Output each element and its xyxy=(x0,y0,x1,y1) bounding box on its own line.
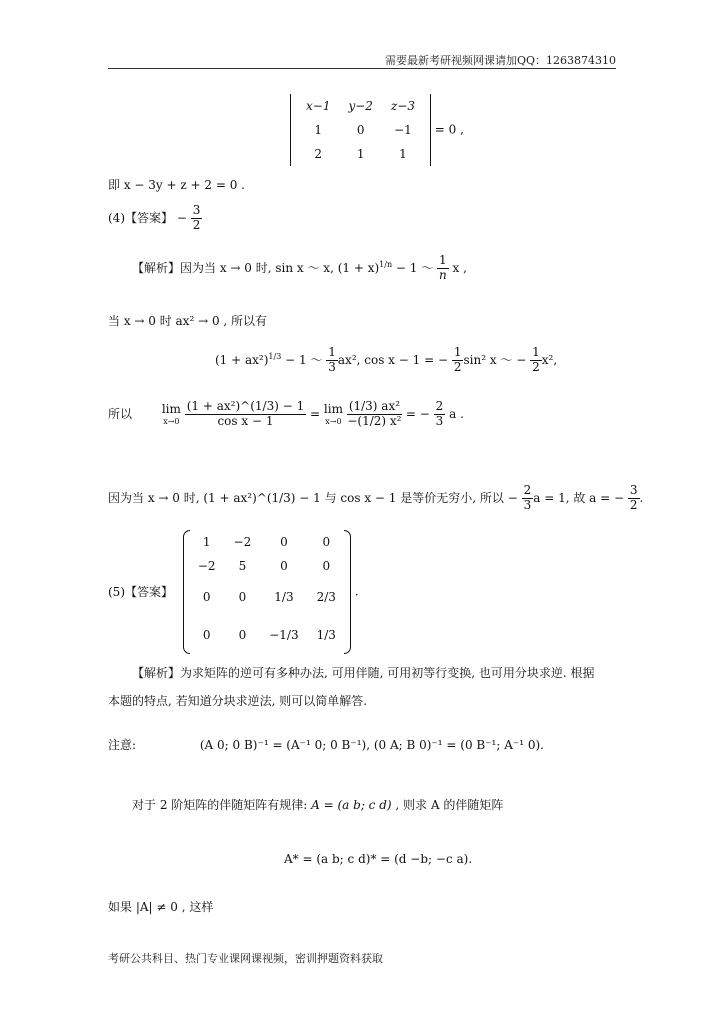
matrix-cell: 1/3 xyxy=(316,628,336,642)
frac-den: 2 xyxy=(192,217,201,232)
det-cell: 2 xyxy=(314,147,323,161)
adjoint-rule xyxy=(132,796,503,813)
fraction xyxy=(326,346,338,375)
det-cell: 1 xyxy=(314,123,323,137)
adjoint-equation: A* = (a b; c d)* = (d −b; −c a). xyxy=(284,852,473,866)
frac-den: −(1/2) x² xyxy=(347,413,402,428)
matrix-cell: 0 xyxy=(322,535,331,549)
note-label: 注意: xyxy=(108,738,137,752)
matrix-cell: 5 xyxy=(238,559,247,573)
frac-den: 3 xyxy=(435,413,444,428)
conclusion-line xyxy=(108,484,643,513)
analysis-4-tail: x , xyxy=(452,260,467,275)
analysis-4-text2: − 1 ～ xyxy=(392,260,438,275)
eq-part: − 1 ～ xyxy=(281,352,327,367)
if-determinant-line: 如果 |A| ≠ 0 , 这样 xyxy=(108,900,214,914)
matrix-cell: 0 xyxy=(238,590,247,604)
limit-label: 所以 xyxy=(108,406,133,421)
equals-sign: = xyxy=(310,406,321,421)
frac-den: 2 xyxy=(453,359,462,374)
fraction xyxy=(452,346,464,375)
matrix-cell: 0 xyxy=(280,559,288,573)
frac-num: (1 + ax²)^(1/3) − 1 xyxy=(186,399,305,413)
lim-word: lim xyxy=(161,401,181,416)
det-cell: 0 xyxy=(356,123,365,137)
matrix-cell: 0 xyxy=(238,628,247,642)
frac-num: 1 xyxy=(328,345,336,359)
answer-5-tail: . xyxy=(354,584,359,599)
fraction xyxy=(522,484,534,513)
analysis-5-label: 【解析】 xyxy=(132,666,181,680)
limit-condition: 当 x → 0 时 ax² → 0 , 所以有 xyxy=(108,314,268,328)
eq-part: sin² x ～ − xyxy=(463,352,527,367)
fraction xyxy=(185,400,306,429)
frac-den: cos x − 1 xyxy=(217,413,274,428)
plane-equation: 即 x − 3y + z + 2 = 0 . xyxy=(108,178,245,192)
frac-num: 2 xyxy=(523,483,532,497)
exponent: 1/3 xyxy=(268,351,282,361)
fraction xyxy=(347,400,402,429)
matrix-cell: 0 xyxy=(280,535,288,549)
det-cell: x−1 xyxy=(306,99,331,113)
matrix-cell: 1 xyxy=(202,535,211,549)
eq-part: a . xyxy=(449,406,464,421)
fraction xyxy=(434,400,446,429)
frac-den: 2 xyxy=(629,497,638,512)
det-cell: y−2 xyxy=(348,99,373,113)
lim-operator xyxy=(162,403,181,426)
fraction xyxy=(628,484,640,513)
det-cell: −1 xyxy=(394,123,412,137)
matrix-cell: 2/3 xyxy=(316,590,336,604)
matrix-cell: 0 xyxy=(202,590,211,604)
frac-num: 1 xyxy=(439,253,447,267)
fraction xyxy=(530,346,542,375)
matrix-cell: 0 xyxy=(322,559,331,573)
exponent: 1/n xyxy=(379,259,393,269)
limit-equation xyxy=(108,400,464,429)
note-equation: (A 0; 0 B)⁻¹ = (A⁻¹ 0; 0 B⁻¹), (0 A; B 0)⁻¹ = (0 B⁻¹; A⁻¹ 0). xyxy=(199,738,544,752)
frac-den: 2 xyxy=(532,359,540,374)
eq-part: 因为当 x → 0 时, (1 + ax²)^(1/3) − 1 与 cos x − 1 是等价无穷小, 所以 − xyxy=(108,490,518,505)
rule-tail: , 则求 A 的伴随矩阵 xyxy=(395,798,504,812)
eq-part: . xyxy=(639,490,644,505)
analysis-4-label: 【解析】 xyxy=(132,260,181,275)
det-tail: = 0 , xyxy=(434,122,464,137)
eq-part: (1 + ax²) xyxy=(215,352,269,367)
frac-num: 3 xyxy=(629,483,638,497)
page-footer: 考研公共科目、热门专业课网课视频，密训押题资料获取 xyxy=(108,952,383,965)
matrix-cell: 0 xyxy=(202,628,211,642)
analysis-5-line2: 本题的特点, 若知道分块求逆法, 则可以简单解答. xyxy=(108,694,368,708)
rule-text: 对于 2 阶矩阵的伴随矩阵有规律: xyxy=(132,798,308,812)
eq-part: a = 1, 故 a = − xyxy=(533,490,625,505)
frac-num: (1/3) ax² xyxy=(348,399,401,413)
determinant xyxy=(290,94,431,166)
analysis-5-text: 为求矩阵的逆可有多种办法, 可用伴随, 可用初等行变换, 也可用分块求逆. 根据 xyxy=(180,666,595,680)
determinant-equation xyxy=(290,94,464,166)
answer-5-label: (5)【答案】 xyxy=(108,584,173,599)
frac-den: n xyxy=(439,267,447,282)
answer-4-sign: − xyxy=(176,210,187,225)
page-header: 需要最新考研视频网课请加QQ：1263874310 xyxy=(384,54,616,67)
fraction xyxy=(437,254,449,283)
det-cell: 1 xyxy=(399,147,407,161)
eq-part: ax², cos x − 1 = − xyxy=(337,352,448,367)
analysis-4 xyxy=(132,254,467,283)
lim-operator xyxy=(324,403,343,426)
answer-4-fraction xyxy=(191,204,203,233)
frac-num: 1 xyxy=(532,345,540,359)
eq-part: x², xyxy=(541,352,558,367)
analysis-4-text: 因为当 x → 0 时, sin x ～ x, (1 + x) xyxy=(180,260,380,275)
det-cell: z−3 xyxy=(390,99,415,113)
matrix-cell: −2 xyxy=(233,535,252,549)
equivalence-equation xyxy=(215,346,557,375)
frac-den: 3 xyxy=(523,497,532,512)
frac-num: 3 xyxy=(192,203,201,217)
answer-matrix xyxy=(183,530,351,654)
analysis-5-line1 xyxy=(132,664,595,681)
rule-equation: A = (a b; c d) xyxy=(311,798,392,812)
matrix-cell: −1/3 xyxy=(269,628,299,642)
answer-4-label: (4)【答案】 xyxy=(108,210,173,225)
answer-5 xyxy=(108,530,359,654)
matrix-cell: 1/3 xyxy=(274,590,294,604)
matrix-cell: −2 xyxy=(197,559,216,573)
block-inverse-note xyxy=(108,736,544,753)
lim-word: lim xyxy=(323,401,343,416)
frac-den: 3 xyxy=(328,359,336,374)
frac-num: 1 xyxy=(453,345,462,359)
lim-sub: x→0 xyxy=(325,416,342,426)
det-cell: 1 xyxy=(356,147,365,161)
header-rule xyxy=(108,68,616,69)
frac-num: 2 xyxy=(435,399,444,413)
eq-part: = − xyxy=(405,406,430,421)
lim-sub: x→0 xyxy=(163,416,180,426)
answer-4 xyxy=(108,204,202,233)
